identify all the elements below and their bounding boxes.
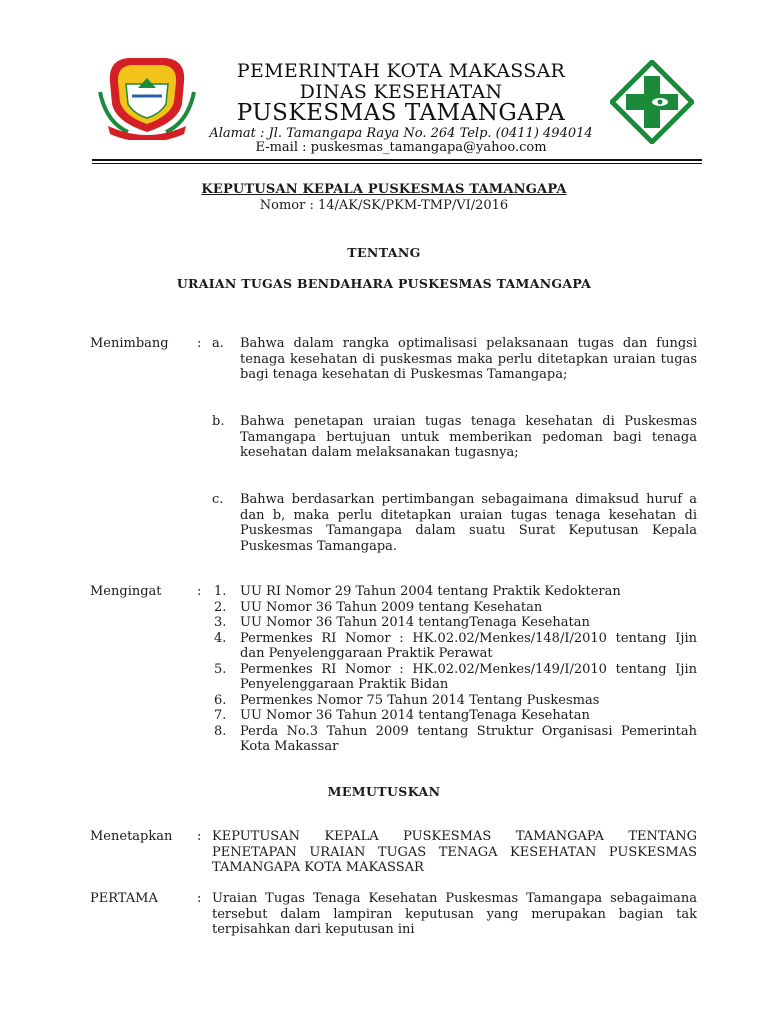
menimbang-item-a: Bahwa dalam rangka optimalisasi pelaksanaan tugas dan fungsi tenaga kesehatan di puskesmas maka perlu ditetapkan uraian tugas bagi tenaga kesehatan di Puskesmas Tamangapa; xyxy=(240,336,697,382)
mengingat-item-1: UU RI Nomor 29 Tahun 2004 tentang Praktik Kedokteran xyxy=(240,584,621,599)
header-email: E-mail : puskesmas_tamangapa@yahoo.com xyxy=(255,140,547,155)
puskesmas-health-cross-icon xyxy=(610,60,694,144)
mengingat-mark-5: 5. xyxy=(214,661,227,677)
menetapkan-colon: : xyxy=(197,829,202,844)
mengingat-item-6: Permenkes Nomor 75 Tahun 2014 Tentang Puskesmas xyxy=(240,692,600,708)
mengingat-mark-1: 1. xyxy=(214,584,227,599)
mengingat-mark-3: 3. xyxy=(214,615,227,630)
header-government: PEMERINTAH KOTA MAKASSAR xyxy=(236,60,566,82)
mengingat-mark-4: 4. xyxy=(214,630,227,646)
menetapkan-text: KEPUTUSAN KEPALA PUSKESMAS TAMANGAPA TENTANG PENETAPAN URAIAN TUGAS TENAGA KESEHATAN PUSKESMAS TAMANGAPA KOTA MAKASSAR xyxy=(212,829,697,875)
pertama-label: PERTAMA xyxy=(90,891,158,906)
header-divider-thin xyxy=(92,163,702,164)
tentang-heading: TENTANG xyxy=(347,245,421,260)
header-address: Alamat : Jl. Tamangapa Raya No. 264 Telp. (0411) 494014 xyxy=(209,126,593,141)
header-department: DINAS KESEHATAN xyxy=(299,81,503,103)
menimbang-mark-b: b. xyxy=(212,414,225,429)
menetapkan-label: Menetapkan xyxy=(90,829,173,844)
menimbang-item-b: Bahwa penetapan uraian tugas tenaga kesehatan di Puskesmas Tamangapa bertujuan untuk memberikan pedoman bagi tenaga kesehatan dalam melaksanakan tugasnya; xyxy=(240,414,697,460)
mengingat-label: Mengingat xyxy=(90,584,162,599)
mengingat-item-8: Perda No.3 Tahun 2009 tentang Struktur Organisasi Pemerintah Kota Makassar xyxy=(240,723,697,754)
decree-subject: URAIAN TUGAS BENDAHARA PUSKESMAS TAMANGAPA xyxy=(176,276,592,291)
mengingat-mark-7: 7. xyxy=(214,708,227,723)
mengingat-item-5: Permenkes RI Nomor : HK.02.02/Menkes/149/I/2010 tentang Ijin Penyelenggaraan Praktik Bidan xyxy=(240,661,697,692)
mengingat-item-7: UU Nomor 36 Tahun 2014 tentangTenaga Kesehatan xyxy=(240,708,590,723)
mengingat-item-3: UU Nomor 36 Tahun 2014 tentangTenaga Kesehatan xyxy=(240,615,590,630)
mengingat-colon: : xyxy=(197,584,202,599)
menimbang-mark-c: c. xyxy=(212,492,224,507)
pertama-colon: : xyxy=(197,891,202,906)
makassar-city-emblem-icon xyxy=(98,52,196,140)
menimbang-item-c: Bahwa berdasarkan pertimbangan sebagaimana dimaksud huruf a dan b, maka perlu ditetapkan uraian tugas tenaga kesehatan di Puskesmas Tamangapa dalam suatu Surat Keputusan Kepala Puskesmas Tamangapa. xyxy=(240,492,697,554)
menimbang-label: Menimbang xyxy=(90,336,169,351)
header-divider-thick xyxy=(92,159,702,161)
mengingat-mark-8: 8. xyxy=(214,723,227,739)
mengingat-item-4: Permenkes RI Nomor : HK.02.02/Menkes/148/I/2010 tentang Ijin dan Penyelenggaraan Praktik Perawat xyxy=(240,630,697,661)
mengingat-item-2: UU Nomor 36 Tahun 2009 tentang Kesehatan xyxy=(240,599,543,615)
decree-title: KEPUTUSAN KEPALA PUSKESMAS TAMANGAPA xyxy=(201,182,567,197)
decree-number: Nomor : 14/AK/SK/PKM-TMP/VI/2016 xyxy=(259,198,509,213)
header-puskesmas: PUSKESMAS TAMANGAPA xyxy=(236,100,566,126)
menimbang-mark-a: a. xyxy=(212,336,224,351)
pertama-text: Uraian Tugas Tenaga Kesehatan Puskesmas Tamangapa sebagaimana tersebut dalam lampiran keputusan yang merupakan bagian tak terpisahkan dari keputusan ini xyxy=(212,891,697,937)
menimbang-colon: : xyxy=(197,336,202,351)
mengingat-mark-2: 2. xyxy=(214,599,227,615)
memutuskan-heading: MEMUTUSKAN xyxy=(327,784,441,799)
mengingat-mark-6: 6. xyxy=(214,692,227,708)
